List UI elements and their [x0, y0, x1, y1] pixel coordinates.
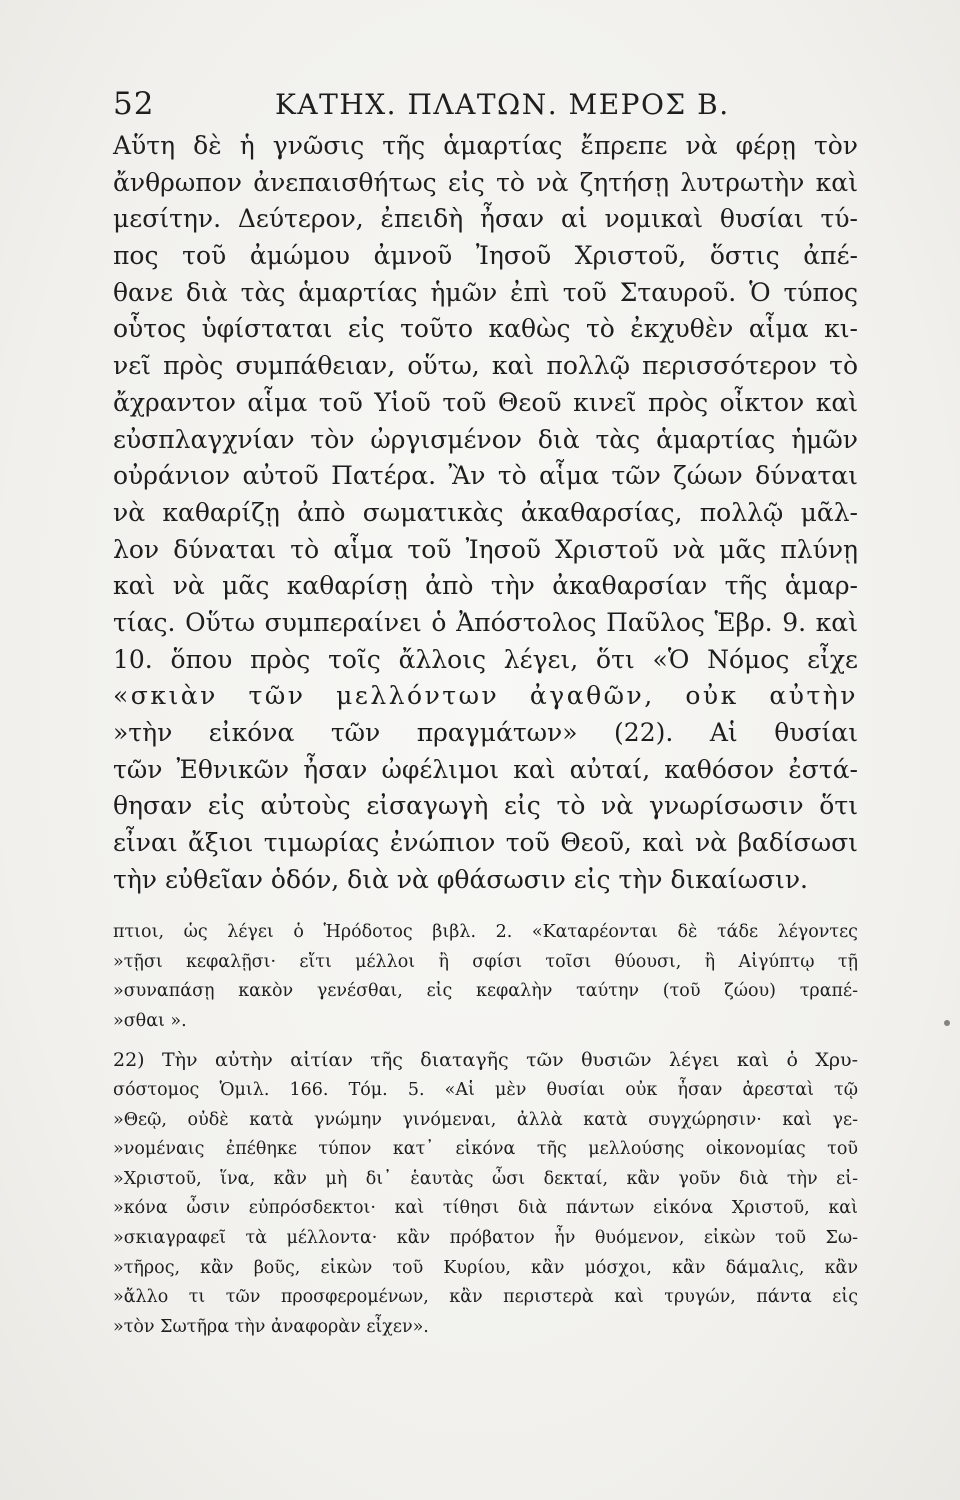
footnote-line: »Χριστοῦ, ἵνα, κἂν μὴ δι᾽ ἑαυτὰς ὦσι δεκταί, κἂν γοῦν διὰ τὴν εἰ-: [113, 1168, 858, 1189]
text-line: 10. ὅπου πρὸς τοῖς ἄλλοις λέγει, ὅτι «Ὁ Νόμος εἶχε: [113, 644, 858, 674]
paper-speck: [944, 1020, 950, 1026]
page-number: 52: [113, 86, 155, 122]
text-line: οὗτος ὑφίσταται εἰς τοῦτο καθὼς τὸ ἐκχυθὲν αἷμα κι-: [113, 314, 858, 344]
text-line: θανε διὰ τὰς ἁμαρτίας ἡμῶν ἐπὶ τοῦ Σταυροῦ. Ὁ τύπος: [113, 277, 858, 307]
text-line: καὶ νὰ μᾶς καθαρίσῃ ἀπὸ τὴν ἀκαθαρσίαν τῆς ἁμαρ-: [113, 571, 858, 601]
text-line: πος τοῦ ἀμώμου ἀμνοῦ Ἰησοῦ Χριστοῦ, ὅστις ἀπέ-: [113, 241, 858, 271]
text-line: εὐσπλαγχνίαν τὸν ὠργισμένον διὰ τὰς ἁμαρτίας ἡμῶν: [113, 424, 858, 454]
text-line: θησαν εἰς αὐτοὺς εἰσαγωγὴ εἰς τὸ νὰ γνωρίσωσιν ὅτι: [113, 791, 858, 821]
text-line: νεῖ πρὸς συμπάθειαν, οὕτω, καὶ πολλῷ περισσότερον τὸ: [113, 351, 858, 381]
footnote-line: »τῆρος, κἂν βοῦς, εἰκὼν τοῦ Κυρίου, κἂν μόσχοι, κἂν δάμαλις, κἂν: [113, 1257, 858, 1278]
text-line: τὴν εὐθεῖαν ὁδόν, διὰ νὰ φθάσωσιν εἰς τὴν δικαίωσιν.: [113, 864, 809, 894]
running-head: [113, 86, 873, 126]
text-line: τῶν Ἐθνικῶν ἦσαν ὠφέλιμοι καὶ αὐταί, καθόσον ἐστά-: [113, 754, 858, 784]
text-line: οὐράνιον αὐτοῦ Πατέρα. Ἂν τὸ αἷμα τῶν ζώων δύναται: [113, 461, 858, 491]
footnote-line: »σκιαγραφεῖ τὰ μέλλοντα· κἂν πρόβατον ἦν θυόμενον, εἰκὼν τοῦ Σω-: [113, 1227, 858, 1248]
footnote-line: »τὸν Σωτῆρα τὴν ἀναφορὰν εἶχεν».: [113, 1316, 429, 1337]
text-line: Αὕτη δὲ ἡ γνῶσις τῆς ἁμαρτίας ἔπρεπε νὰ φέρῃ τὸν: [113, 131, 858, 160]
footnote-line: »κόνα ὦσιν εὐπρόσδεκτοι· καὶ τίθησι διὰ πάντων εἰκόνα Χριστοῦ, καὶ: [113, 1198, 858, 1219]
quoted-line: «σκιὰν τῶν μελλόντων ἀγαθῶν, οὐκ αὐτὴν: [113, 681, 858, 711]
text-line: ἄχραντον αἷμα τοῦ Υἱοῦ τοῦ Θεοῦ κινεῖ πρὸς οἶκτον καὶ: [113, 387, 858, 417]
running-title: ΚΑΤΗΧ. ΠΛΑΤΩΝ. ΜΕΡΟΣ Β.: [275, 88, 730, 121]
footnote-line: »σθαι ».: [113, 1010, 187, 1031]
text-line: τίας. Οὕτω συμπεραίνει ὁ Ἀπόστολος Παῦλος Ἑβρ. 9. καὶ: [113, 607, 858, 637]
footnote-line: »νομέναις ἐπέθηκε τύπον κατ᾽ εἰκόνα τῆς μελλούσης οἰκονομίας τοῦ: [113, 1139, 858, 1160]
footnote-line: πτιοι, ὡς λέγει ὁ Ἡρόδοτος βιβλ. 2. «Καταρέονται δὲ τάδε λέγοντες: [113, 922, 858, 942]
footnote-line: »Θεῷ, οὐδὲ κατὰ γνώμην γινόμεναι, ἀλλὰ κατὰ συγχώρησιν· καὶ γε-: [113, 1109, 858, 1130]
text-line: »τὴν εἰκόνα τῶν πραγμάτων» (22). Αἱ θυσίαι: [113, 718, 858, 747]
text-line: εἶναι ἄξιοι τιμωρίας ἐνώπιον τοῦ Θεοῦ, καὶ νὰ βαδίσωσι: [113, 828, 858, 858]
text-line: λον δύναται τὸ αἷμα τοῦ Ἰησοῦ Χριστοῦ νὰ μᾶς πλύνῃ: [113, 534, 858, 564]
footnote-line: »συναπάσῃ κακὸν γενέσθαι, εἰς κεφαλὴν ταύτην (τοῦ ζώου) τραπέ-: [113, 981, 858, 1002]
footnote-22-start: 22) Τὴν αὐτὴν αἰτίαν τῆς διαταγῆς τῶν θυσιῶν λέγει καὶ ὁ Χρυ-: [113, 1049, 858, 1072]
text-line: νὰ καθαρίζῃ ἀπὸ σωματικὰς ἀκαθαρσίας, πολλῷ μᾶλ-: [113, 497, 858, 527]
footnote-line: »ἄλλο τι τῶν προσφερομένων, κἂν περιστερὰ καὶ τρυγών, πάντα εἰς: [113, 1287, 858, 1308]
main-text: [113, 128, 858, 898]
footnotes: [113, 918, 858, 1342]
footnote-line: »τῇσι κεφαλῇσι· εἴτι μέλλοι ἢ σφίσι τοῖσι θύουσι, ἢ Αἰγύπτῳ τῇ: [113, 951, 858, 972]
text-line: μεσίτην. Δεύτερον, ἐπειδὴ ἦσαν αἱ νομικαὶ θυσίαι τύ-: [113, 204, 858, 234]
footnote-line: σόστομος Ὁμιλ. 166. Τόμ. 5. «Αἱ μὲν θυσίαι οὐκ ἦσαν ἀρεσταὶ τῷ: [113, 1079, 858, 1100]
text-line: ἄνθρωπον ἀνεπαισθήτως εἰς τὸ νὰ ζητήσῃ λυτρωτὴν καὶ: [113, 167, 858, 197]
